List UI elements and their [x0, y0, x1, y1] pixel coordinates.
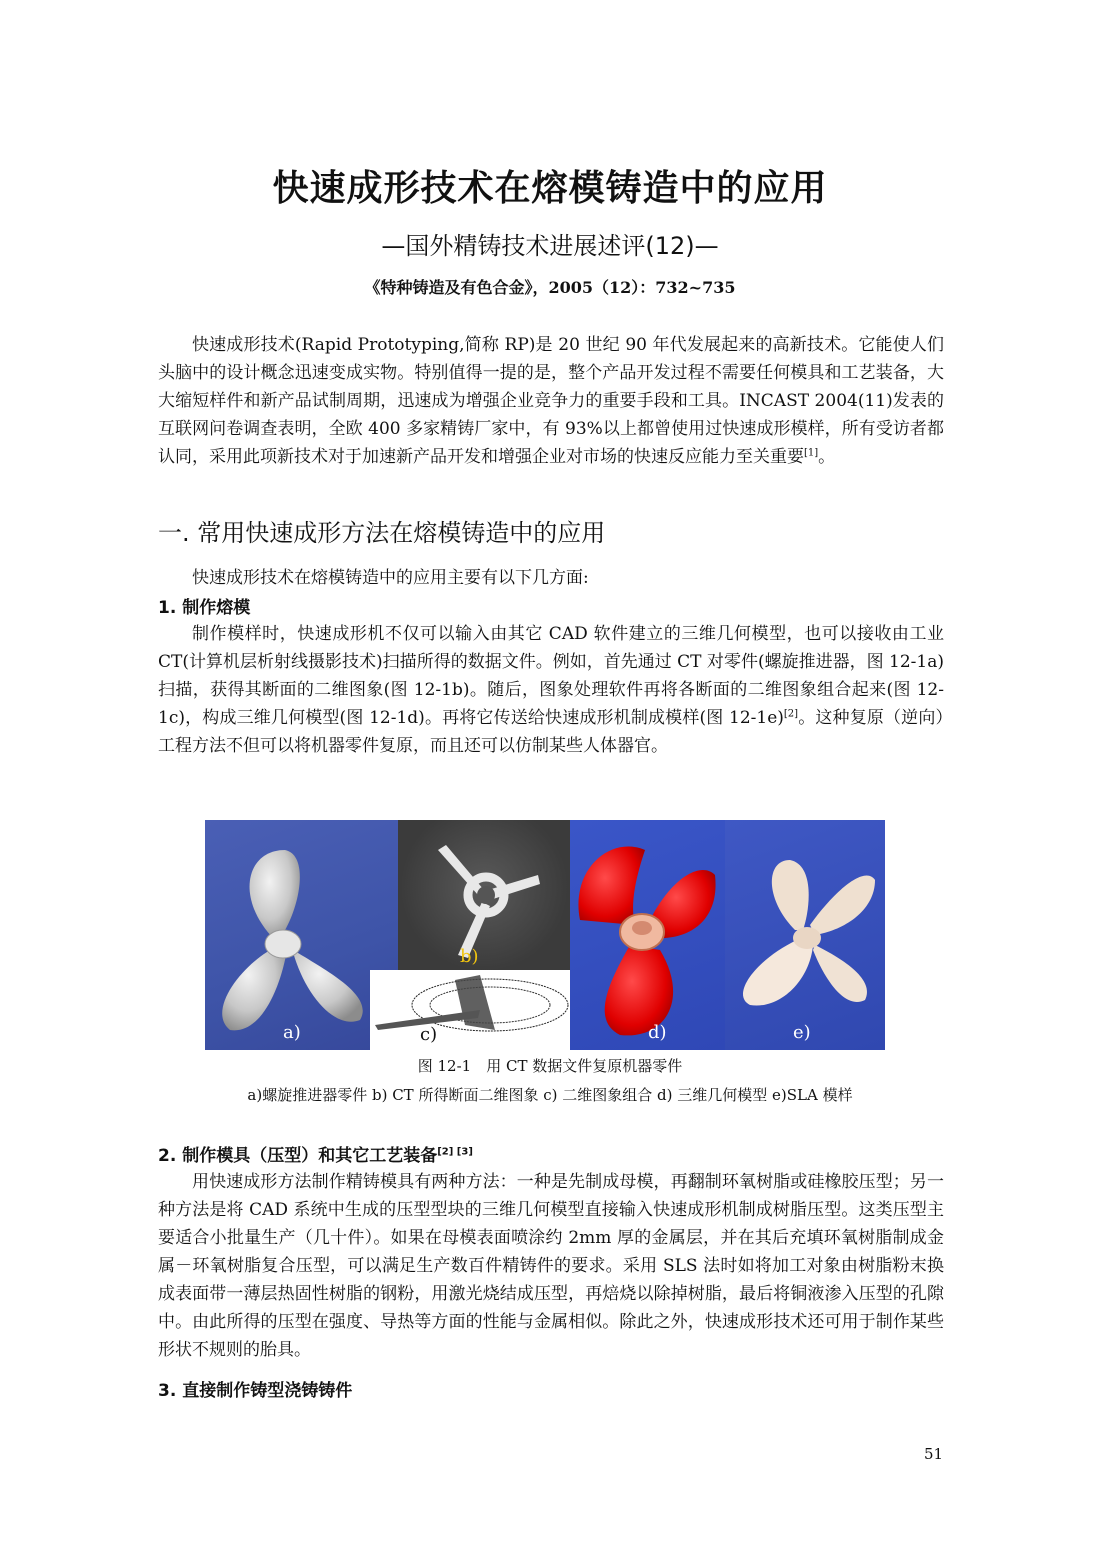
image-composition-panel — [370, 970, 570, 1050]
composition-mesh-image — [370, 970, 570, 1050]
subsection-2-paragraph: 用快速成形方法制作精铸模具有两种方法：一种是先制成母模，再翻制环氧树脂或硅橡胶压型；另一种方法是将 CAD 系统中生成的压型型块的三维几何模型直接输入快速成形机制成树脂压型。这类压型主要适合小批量生产（几十件）。如果在母模表面喷涂约 2mm 厚的金属层，并在其后充填环氧树脂制成金属－环氧树脂复合压型，可以满足生产数百件精铸件的要求。采用 SLS 法时如将加工对象由树脂粉末换成表面带一薄层热固性树脂的钢粉，用激光烧结成压型，再焙烧以除掉树脂，最后将铜液渗入压型的孔隙中。由此所得的压型在强度、导热等方面的性能与金属相似。除此之外，快速成形技术还可用于制作某些形状不规则的胎具。 — [158, 1172, 944, 1360]
3d-model-panel — [570, 820, 725, 1050]
figure-subcaption: a)螺旋推进器零件 b) CT 所得断面二维图象 c) 二维图象组合 d) 三维几何模型 e)SLA 模样 — [247, 1086, 853, 1104]
intro-paragraph — [158, 331, 944, 471]
figure-label-e: e) — [793, 1022, 811, 1043]
ct-section-image — [398, 820, 570, 970]
section-lead-paragraph: 快速成形技术在熔模铸造中的应用主要有以下几方面: — [192, 568, 589, 588]
sla-model-image — [725, 820, 885, 1050]
page-number: 51 — [924, 1445, 944, 1463]
document-title: 快速成形技术在熔模铸造中的应用 — [272, 168, 828, 209]
intro-end: 。 — [818, 447, 836, 467]
reference-marker: [1] — [804, 447, 819, 459]
reference-marker: [2] — [783, 708, 799, 720]
document-subtitle: —国外精铸技术进展述评(12)— — [381, 232, 719, 260]
subsection-1-paragraph — [158, 620, 944, 760]
intro-text: 快速成形技术(Rapid Prototyping,简称 RP)是 20 世纪 90 年代发展起来的高新技术。它能使人们头脑中的设计概念迅速变成实物。特别值得一提的是，整个产品开发过程不需要任何模具和工艺装备，大大缩短样件和新产品试制周期，迅速成为增强企业竞争力的重要手段和工具。INCAST 2004(11)发表的互联网问卷调查表明，全欧 400 多家精铸厂家中，有 93%以上都曾使用过快速成形模样，所有受访者都认同，采用此项新技术对于加速新产品开发和增强企业对市场的快速反应能力至关重要 — [158, 335, 944, 467]
subsection-heading-2 — [158, 1141, 473, 1166]
section-heading: 一. 常用快速成形方法在熔模铸造中的应用 — [158, 519, 606, 547]
figure-label-b: b) — [460, 946, 479, 967]
figure-label-a: a) — [283, 1022, 301, 1043]
figure-label-d: d) — [648, 1022, 667, 1043]
figure-caption: 图 12-1 用 CT 数据文件复原机器零件 — [417, 1057, 683, 1075]
figure-label-c: c) — [420, 1024, 438, 1045]
sla-model-panel — [725, 820, 885, 1050]
subsection-1-text: 制作模样时，快速成形机不仅可以输入由其它 CAD 软件建立的三维几何模型，也可以接收由工业 CT(计算机层析射线摄影技术)扫描所得的数据文件。例如，首先通过 CT 对零件(螺旋推进器，图 12-1a)扫描，获得其断面的二维图象(图 12-1b)。随后，图象处理软件再将各断面的二维图象组合起来(图 12-1c)，构成三维几何模型(图 12-1d)。再将它传送给快速成形机制成模样(图 12-1e) — [158, 624, 944, 728]
3d-model-image — [570, 820, 725, 1050]
figure-12-1 — [205, 820, 885, 1050]
reference-marker: [2] [3] — [437, 1146, 473, 1158]
subsection-1-text-end: 。这种复原（逆向）工程方法不但可以将机器零件复原，而且还可以仿制某些人体器官。 — [158, 708, 944, 756]
subsection-2-heading-text: 2. 制作模具（压型）和其它工艺装备 — [158, 1146, 438, 1166]
ct-section-panel — [398, 820, 570, 970]
subsection-heading-3: 3. 直接制作铸型浇铸铸件 — [158, 1381, 353, 1401]
subsection-heading-1: 1. 制作熔模 — [158, 598, 251, 618]
source-citation: 《特种铸造及有色合金》，2005（12）：732~735 — [364, 278, 736, 297]
